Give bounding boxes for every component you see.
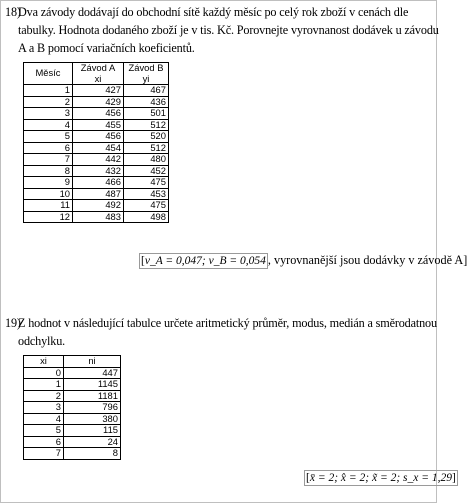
problem-18: [5, 3, 439, 57]
table-row: [24, 367, 121, 379]
cell-ni: 447: [64, 367, 121, 379]
cell-ni: 796: [64, 402, 121, 414]
cell-xi: 4: [24, 413, 64, 425]
table-row: [24, 188, 169, 200]
cell-plant-b: 501: [124, 108, 169, 120]
problem-18-table: [23, 62, 169, 223]
problem-19-line: Z hodnot v následující tabulce určete aritmetický průměr, modus, medián a směrodatnou: [18, 316, 437, 330]
cell-ni: 1181: [64, 390, 121, 402]
cell-plant-b: 512: [124, 119, 169, 131]
table-row: [24, 390, 121, 402]
table-row: [24, 131, 169, 143]
column-header-ni: ni: [64, 356, 121, 368]
table-header-row: [24, 63, 169, 85]
table-row: [24, 154, 169, 166]
cell-month: 11: [24, 200, 73, 212]
table-row: [24, 142, 169, 154]
answer-formula: [ν_A = 0,047; ν_B = 0,054: [141, 255, 266, 267]
cell-plant-a: 492: [73, 200, 124, 212]
cell-plant-a: 456: [73, 131, 124, 143]
problem-18-number: 18): [5, 5, 21, 19]
cell-month: 10: [24, 188, 73, 200]
table-row: [24, 119, 169, 131]
table-row: [24, 436, 121, 448]
table-row: [24, 425, 121, 437]
table-row: [24, 448, 121, 460]
table-header-row: [24, 356, 121, 368]
problem-19-line: odchylku.: [18, 334, 66, 348]
table-row: [24, 402, 121, 414]
cell-plant-b: 475: [124, 177, 169, 189]
problem-19-text: [18, 314, 437, 350]
table-row: [24, 85, 169, 97]
table-row: [24, 108, 169, 120]
cell-plant-a: 427: [73, 85, 124, 97]
cell-plant-a: 454: [73, 142, 124, 154]
cell-month: 1: [24, 85, 73, 97]
cell-ni: 380: [64, 413, 121, 425]
cell-plant-b: 480: [124, 154, 169, 166]
cell-plant-b: 453: [124, 188, 169, 200]
cell-month: 7: [24, 154, 73, 166]
cell-month: 3: [24, 108, 73, 120]
cell-plant-a: 429: [73, 96, 124, 108]
table-row: [24, 413, 121, 425]
problem-19: [5, 314, 437, 350]
cell-xi: 1: [24, 379, 64, 391]
column-header-month: Měsíc: [24, 63, 73, 85]
cell-ni: 1145: [64, 379, 121, 391]
problem-19-number: 19): [5, 316, 21, 330]
cell-plant-a: 483: [73, 211, 124, 223]
column-header-plant-a: Závod A xi: [73, 63, 124, 85]
column-header-plant-b: Závod B yi: [124, 63, 169, 85]
table-row: [24, 379, 121, 391]
cell-plant-b: 520: [124, 131, 169, 143]
cell-month: 9: [24, 177, 73, 189]
cell-plant-b: 512: [124, 142, 169, 154]
problem-18-table-body: [24, 85, 169, 223]
problem-18-text: [18, 3, 439, 57]
problem-18-line: tabulky. Hodnota dodaného zboží je v tis. Kč. Porovnejte vyrovnanost dodávek u závodu: [18, 23, 439, 37]
problem-19-table: [23, 355, 121, 460]
cell-month: 6: [24, 142, 73, 154]
column-header-xi: xi: [24, 356, 64, 368]
problem-18-line: Dva závody dodávají do obchodní sítě každý měsíc po celý rok zboží v cenách dle: [18, 5, 409, 19]
table-row: [24, 200, 169, 212]
cell-month: 2: [24, 96, 73, 108]
cell-plant-a: 466: [73, 177, 124, 189]
cell-month: 12: [24, 211, 73, 223]
answer-formula: [x̄ = 2; x̂ = 2; x̃ = 2; s_x = 1,29]: [306, 472, 456, 484]
cell-plant-b: 467: [124, 85, 169, 97]
table-row: [24, 96, 169, 108]
cell-xi: 3: [24, 402, 64, 414]
cell-xi: 0: [24, 367, 64, 379]
problem-18-answer: [ν_A = 0,047; ν_B = 0,054 , vyrovnanější jsou dodávky v závodě A]: [141, 253, 467, 267]
problem-19-table-body: [24, 367, 121, 459]
cell-xi: 7: [24, 448, 64, 460]
cell-plant-a: 432: [73, 165, 124, 177]
cell-month: 5: [24, 131, 73, 143]
cell-plant-a: 487: [73, 188, 124, 200]
table-row: [24, 177, 169, 189]
cell-xi: 2: [24, 390, 64, 402]
table-row: [24, 165, 169, 177]
cell-month: 8: [24, 165, 73, 177]
cell-plant-a: 455: [73, 119, 124, 131]
cell-plant-b: 452: [124, 165, 169, 177]
cell-plant-b: 436: [124, 96, 169, 108]
cell-plant-a: 456: [73, 108, 124, 120]
cell-plant-b: 475: [124, 200, 169, 212]
cell-plant-a: 442: [73, 154, 124, 166]
cell-ni: 8: [64, 448, 121, 460]
cell-xi: 5: [24, 425, 64, 437]
cell-month: 4: [24, 119, 73, 131]
problem-19-answer: [304, 470, 458, 486]
answer-text: , vyrovnanější jsou dodávky v závodě A: [267, 253, 464, 267]
cell-plant-b: 498: [124, 211, 169, 223]
cell-xi: 6: [24, 436, 64, 448]
table-row: [24, 211, 169, 223]
cell-ni: 24: [64, 436, 121, 448]
cell-ni: 115: [64, 425, 121, 437]
problem-18-line: A a B pomocí variačních koeficientů.: [18, 41, 195, 55]
